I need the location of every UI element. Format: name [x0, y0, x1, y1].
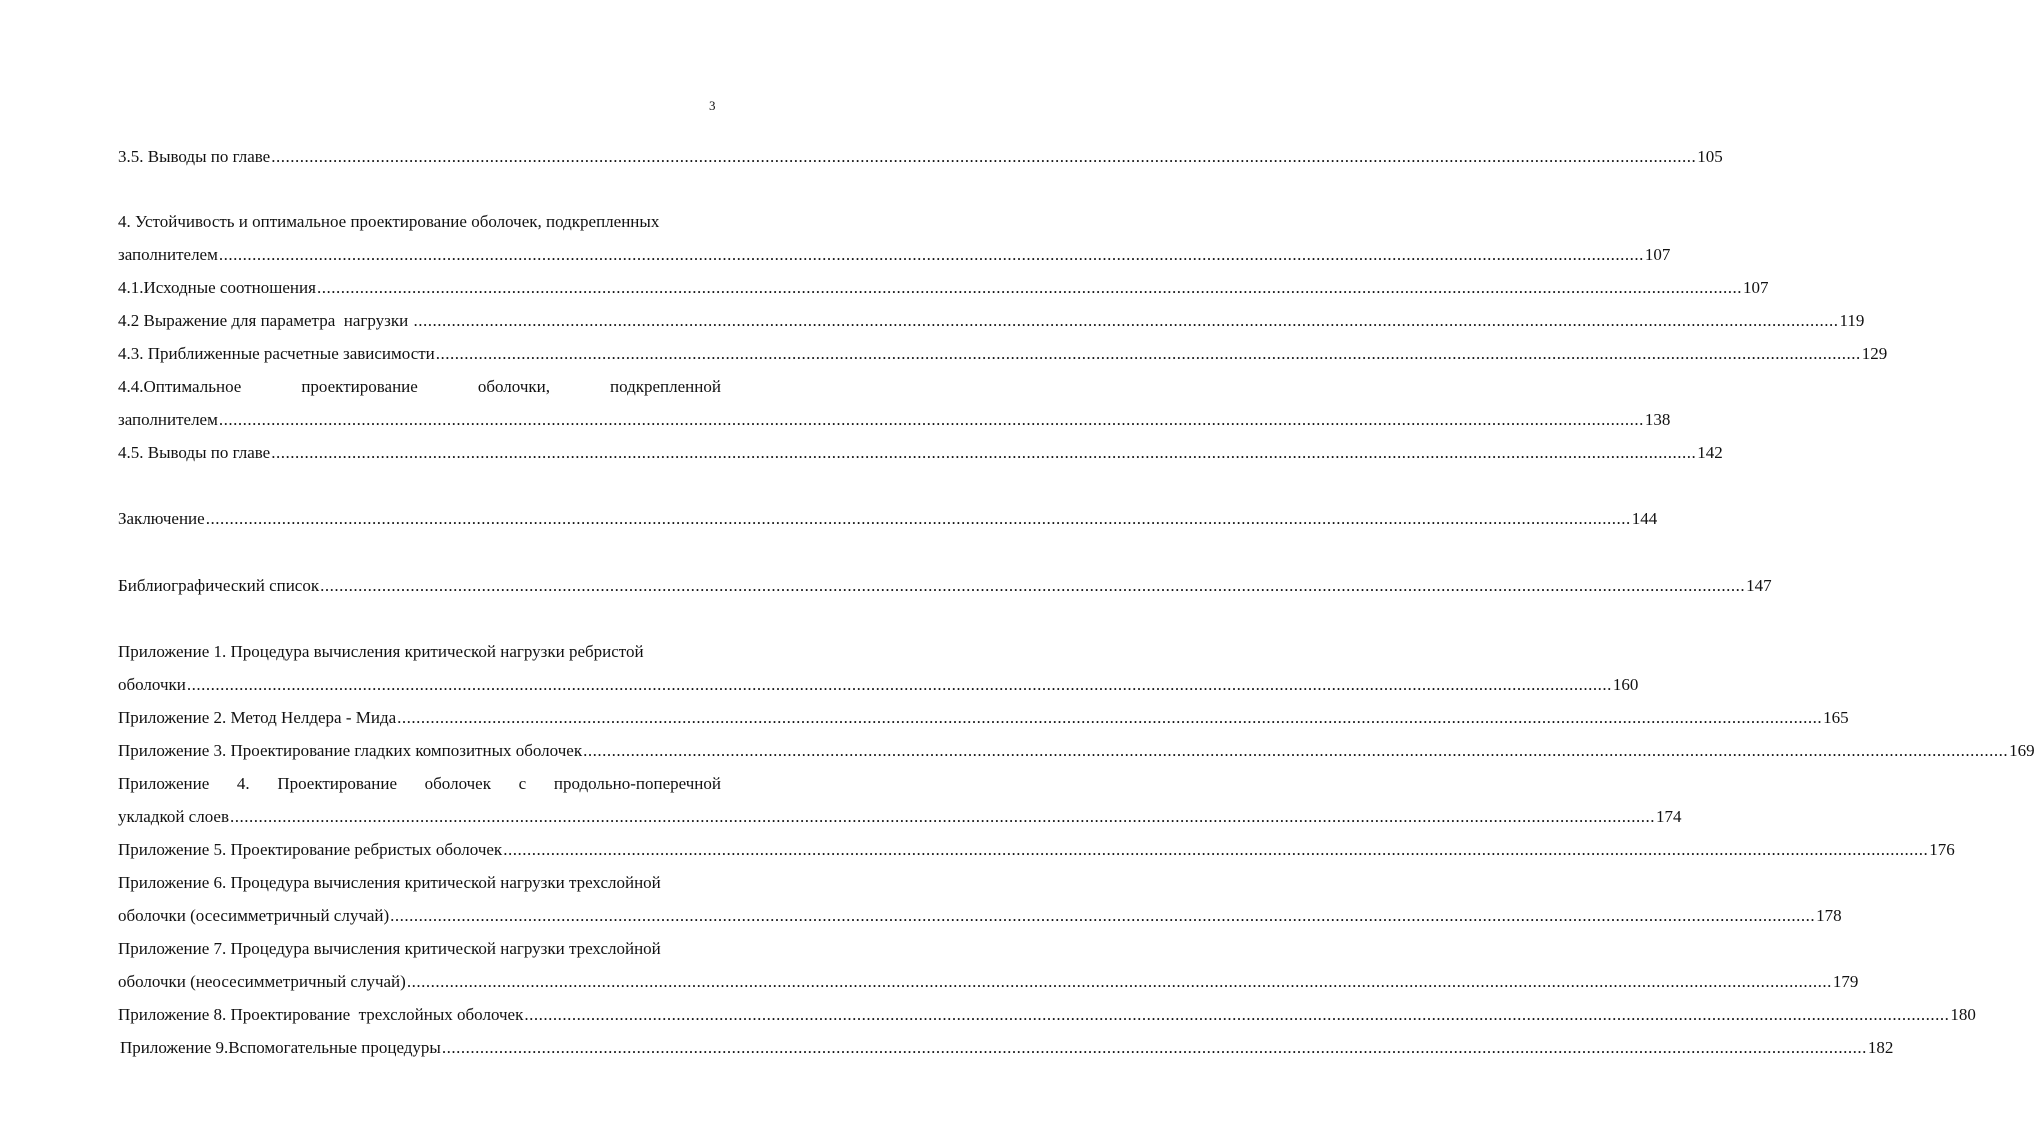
toc-entry-label: 4.2 Выражение для параметра нагрузки [118, 311, 413, 330]
toc-entry-label: 4.3. Приближенные расчетные зависимости [118, 344, 435, 363]
toc-entry-page: 179 [1832, 972, 1859, 991]
toc-entry-label: укладкой слоев [118, 807, 229, 826]
toc-entry-label: 3.5. Выводы по главе [118, 147, 271, 166]
heading-word: проектирование [301, 377, 418, 396]
dot-leader: ............................................................................................................................................................................................................................................................................................................ [397, 708, 1823, 727]
toc-entry-page: 142 [1697, 443, 1723, 462]
dot-leader: ............................................................................................................................................................................................................................................................................................................ [218, 245, 1644, 264]
toc-entry-conclusion [118, 508, 1658, 530]
toc-entry-4-4-heading [118, 376, 721, 398]
toc-entry-app-8 [118, 1004, 1976, 1026]
toc-entry-page: 147 [1746, 576, 1772, 595]
toc-entry-label: оболочки [118, 675, 186, 694]
toc-entry-app-5 [118, 839, 1955, 861]
toc-entry-4-1 [118, 277, 1769, 299]
dot-leader: ............................................................................................................................................................................................................................................................................................................ [271, 443, 1697, 462]
toc-entry-page: 165 [1823, 708, 1849, 727]
dot-leader: ............................................................................................................................................................................................................................................................................................................ [524, 1005, 1950, 1024]
toc-entry-page: 105 [1697, 147, 1723, 166]
toc-entry-page: 144 [1631, 509, 1658, 528]
toc-entry-4-heading: 4. Устойчивость и оптимальное проектирование оболочек, подкрепленных [118, 212, 660, 231]
toc-entry-app-6 [118, 905, 1842, 927]
toc-entry-4-3 [118, 343, 1888, 365]
heading-word: оболочки, [477, 377, 550, 396]
toc-entry-label: 4.5. Выводы по главе [118, 443, 271, 462]
toc-entry-app-1-heading: Приложение 1. Процедура вычисления критической нагрузки ребристой [118, 642, 644, 661]
toc-entry-label: Библиографический список [118, 576, 320, 595]
toc-entry-app-1 [118, 674, 1639, 696]
toc-entry-label: оболочки (неосесимметричный случай) [118, 972, 406, 991]
heading-word: продольно-поперечной [553, 774, 721, 793]
toc-entry-app-7 [118, 971, 1859, 993]
dot-leader: ............................................................................................................................................................................................................................................................................................................ [390, 906, 1816, 925]
dot-leader: ............................................................................................................................................................................................................................................................................................................ [441, 1038, 1867, 1057]
toc-entry-page: 138 [1644, 410, 1671, 429]
toc-entry-4-4 [118, 409, 1671, 431]
heading-word: Приложение [118, 774, 210, 793]
toc-entry-4 [118, 244, 1671, 266]
toc-entry-page: 180 [1950, 1005, 1976, 1024]
toc-entry-label: заполнителем [118, 410, 218, 429]
toc-entry-label: заполнителем [118, 245, 218, 264]
toc-entry-page: 176 [1929, 840, 1955, 859]
dot-leader: ............................................................................................................................................................................................................................................................................................................ [205, 509, 1631, 528]
toc-entry-page: 119 [1839, 311, 1865, 330]
toc-entry-page: 107 [1644, 245, 1671, 264]
toc-entry-label: Приложение 5. Проектирование ребристых оболочек [118, 840, 503, 859]
toc-entry-app-2 [118, 707, 1849, 729]
dot-leader: ............................................................................................................................................................................................................................................................................................................ [186, 675, 1612, 694]
toc-entry-app-4 [118, 806, 1682, 828]
heading-word: с [518, 774, 527, 793]
dot-leader: ............................................................................................................................................................................................................................................................................................................ [320, 576, 1746, 595]
toc-entry-4-2 [118, 310, 1865, 332]
dot-leader: ............................................................................................................................................................................................................................................................................................................ [435, 344, 1861, 363]
toc-entry-label: Заключение [118, 509, 205, 528]
toc-entry-page: 129 [1861, 344, 1888, 363]
dot-leader: ............................................................................................................................................................................................................................................................................................................ [316, 278, 1742, 297]
toc-entry-label: 4.1.Исходные соотношения [118, 278, 316, 297]
toc-entry-page: 107 [1742, 278, 1769, 297]
toc-entry-page: 160 [1612, 675, 1639, 694]
dot-leader: ............................................................................................................................................................................................................................................................................................................ [271, 147, 1697, 166]
toc-entry-label: Приложение 2. Метод Нелдера - Мида [118, 708, 397, 727]
dot-leader: ............................................................................................................................................................................................................................................................................................................ [583, 741, 2009, 760]
toc-entry-4-5 [118, 442, 1723, 464]
toc-entry-app-9 [120, 1037, 1894, 1059]
page-number: 3 [709, 98, 716, 113]
toc-entry-label: Приложение 9.Вспомогательные процедуры [120, 1038, 441, 1057]
dot-leader: ............................................................................................................................................................................................................................................................................................................ [503, 840, 1929, 859]
toc-entry-page: 169 [2009, 741, 2035, 760]
toc-entry-page: 174 [1656, 807, 1682, 826]
toc-entry-app-6-heading: Приложение 6. Процедура вычисления критической нагрузки трехслойной [118, 873, 661, 892]
dot-leader: ............................................................................................................................................................................................................................................................................................................ [413, 311, 1839, 330]
toc-entry-3-5 [118, 146, 1723, 168]
toc-entry-app-4-heading [118, 773, 721, 795]
toc-entry-label: Приложение 3. Проектирование гладких композитных оболочек [118, 741, 583, 760]
heading-word: подкрепленной [609, 377, 721, 396]
toc-entry-label: оболочки (осесимметричный случай) [118, 906, 390, 925]
toc-entry-page: 182 [1867, 1038, 1894, 1057]
toc-entry-app-7-heading: Приложение 7. Процедура вычисления критической нагрузки трехслойной [118, 939, 661, 958]
dot-leader: ............................................................................................................................................................................................................................................................................................................ [406, 972, 1832, 991]
toc-entry-app-3 [118, 740, 2035, 762]
heading-word: 4.4.Оптимальное [118, 377, 242, 396]
dot-leader: ............................................................................................................................................................................................................................................................................................................ [218, 410, 1644, 429]
toc-entry-bibliography [118, 575, 1772, 597]
toc-entry-label: Приложение 8. Проектирование трехслойных оболочек [118, 1005, 524, 1024]
dot-leader: ............................................................................................................................................................................................................................................................................................................ [230, 807, 1655, 826]
heading-word: Проектирование [277, 774, 397, 793]
heading-word: оболочек [424, 774, 491, 793]
heading-word: 4. [236, 774, 250, 793]
toc-entry-page: 178 [1816, 906, 1842, 925]
